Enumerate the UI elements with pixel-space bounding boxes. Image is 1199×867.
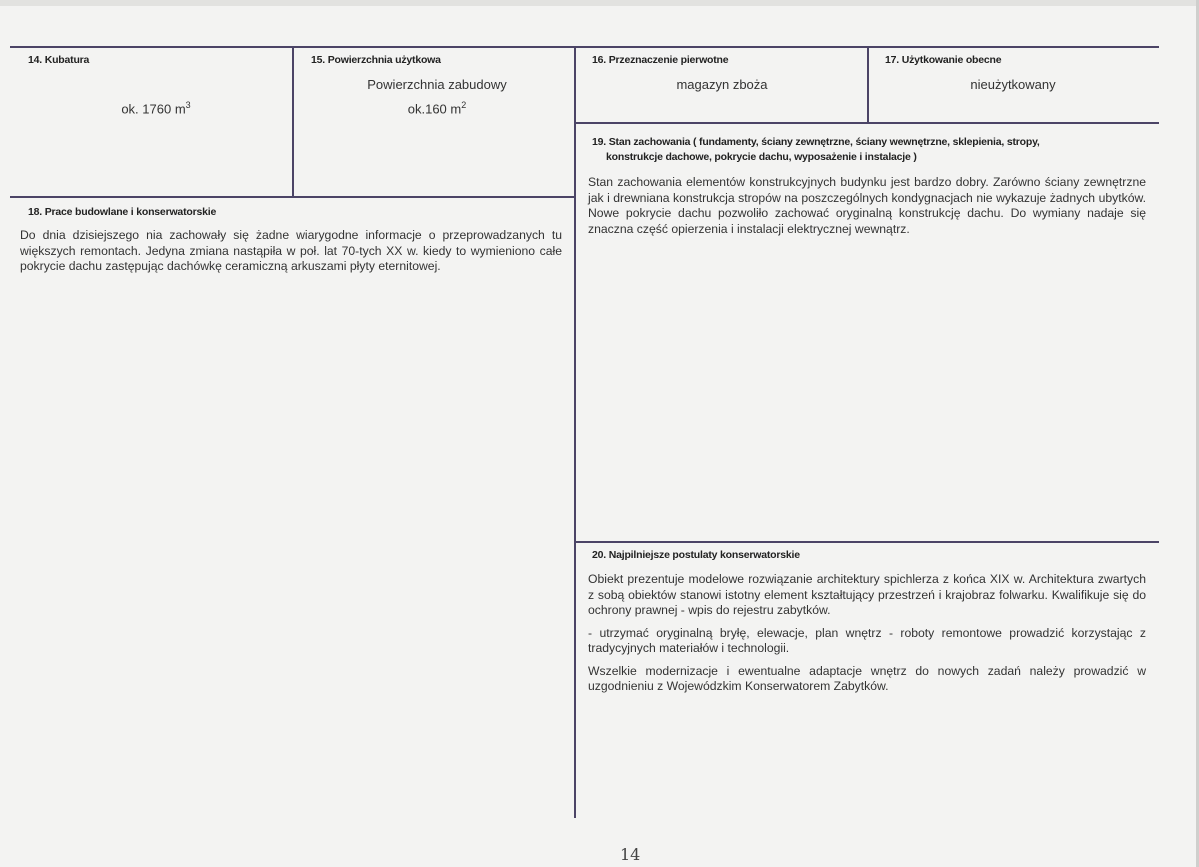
field-15-label: 15. Powierzchnia użytkowa (311, 54, 441, 66)
area-value: ok.160 m (407, 101, 462, 117)
page-mark: 14 (620, 845, 641, 864)
field-19-label-line2: konstrukcje dachowe, pokrycie dachu, wyposażenie i instalacje ) (606, 151, 917, 163)
field-15-value (300, 100, 574, 116)
field-20-text (588, 572, 1146, 702)
kubatura-unit-exponent: 3 (185, 100, 191, 110)
field-16-value: magazyn zboża (676, 77, 768, 92)
field-17-value: nieużytkowany (970, 77, 1056, 92)
field-19-text: Stan zachowania elementów konstrukcyjnych budynku jest bardzo dobry. Zarówno ściany zewnętrzne jak i drewniana konstrukcja stropów na poszczególnych kondygnacjach nie wykazuje żadnych ubytków. Nowe pokrycie dachu pozwoliło zachować oryginalną konstrukcję dachu. Do wymiany nadaje się znaczna część opierzenia i instalacji elektrycznej wewnątrz. (588, 175, 1146, 236)
rule-above-20 (575, 541, 1159, 543)
field-17-label: 17. Użytkowanie obecne (885, 54, 1002, 66)
top-rule (10, 46, 1159, 48)
field-15-line1: Powierzchnia zabudowy (367, 77, 507, 92)
area-unit-exponent: 2 (461, 100, 467, 110)
divider-center (574, 46, 576, 818)
top-edge (0, 0, 1199, 6)
field-20-paragraph-2: - utrzymać oryginalną bryłę, elewacje, plan wnętrz - roboty remontowe prowadzić korzystając z tradycyjnych materiałów i technologii. (588, 625, 1146, 655)
field-14-value (20, 100, 292, 116)
field-18-text: Do dnia dzisiejszego nia zachowały się żadne wiarygodne informacje o przeprowadzanych tu większych remontach. Jedyna zmiana nastąpiła w poł. lat 70-tych XX w. kiedy to wymieniono całe pokrycie dachu zastępując dachówkę ceramiczną arkuszami płyty eternitowej. (20, 228, 562, 273)
field-19-label-line1: 19. Stan zachowania ( fundamenty, ściany zewnętrzne, ściany wewnętrzne, sklepienia, stropy, (592, 136, 1040, 148)
field-20-label: 20. Najpilniejsze postulaty konserwatorskie (592, 549, 800, 561)
divider-14-15 (292, 46, 294, 198)
field-16-label: 16. Przeznaczenie pierwotne (592, 54, 729, 66)
field-20-paragraph-1: Obiekt prezentuje modelowe rozwiązanie architektury spichlerza z końca XIX w. Architektura zwartych z sobą obiektów stanowi istotny element kształtujący przestrzeń i krajobraz folwarku. Kwalifikuje się do ochrony prawnej - wpis do rejestru zabytków. (588, 572, 1146, 617)
field-18-label: 18. Prace budowlane i konserwatorskie (28, 206, 217, 218)
field-14-label: 14. Kubatura (28, 54, 90, 66)
field-20-paragraph-3: Wszelkie modernizacje i ewentualne adaptacje wnętrz do nowych zadań należy prowadzić w uzgodnieniu z Wojewódzkim Konserwatorem Zabytków. (588, 663, 1146, 693)
kubatura-value: ok. 1760 m (121, 101, 186, 117)
